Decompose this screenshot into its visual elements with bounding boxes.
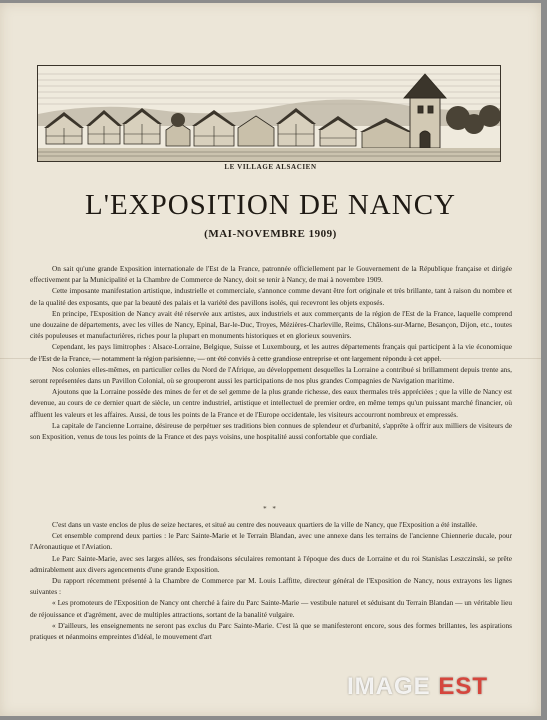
section-separator: * * (263, 505, 278, 513)
paragraph: Cet ensemble comprend deux parties : le Parc Sainte-Marie et le Terrain Blandan, avec une annexe dans les terrains de l'ancienne Chiennerie ducale, pour l'Aéronautique et l'Aviation. (30, 531, 512, 552)
paragraph: La capitale de l'ancienne Lorraine, désireuse de perpétuer ses traditions bien connues de splendeur et d'urbanité, s'apprête à offrir aux milliers de visiteurs de son Exposition, venus de tous les points de la France et des pays voisins, une hospitalité aussi confortable que cordiale. (30, 420, 512, 442)
paragraph: « D'ailleurs, les enseignements ne seront pas exclus du Parc Sainte-Marie. C'est là que se manifesteront encore, sous des formes brillantes, les aspirations pratiques et néanmoins empreintes d'idéal, le mouvement d'art (30, 620, 512, 642)
paragraph: Nos colonies elles-mêmes, en particulier celles du Nord de l'Afrique, au développement desquelles la Lorraine a contribué si brillamment depuis trente ans, seront représentées dans un Pavillon Colonial, où se grouperont aussi les participations de nos plus grandes Compagnies de Navigation maritime. (30, 364, 512, 386)
paragraph: On sait qu'une grande Exposition internationale de l'Est de la France, patronnée officiellement par le Gouvernement de la République française et dirigée effectivement par la Municipalité et la Chambre de Commerce de Nancy, doit se tenir à Nancy, de mai à novembre 1909. (30, 264, 512, 285)
paragraph: C'est dans un vaste enclos de plus de seize hectares, et situé au centre des nouveaux quartiers de la ville de Nancy, que l'Exposition a été installée. (52, 520, 478, 529)
watermark-accent-text: EST (438, 673, 489, 700)
page-title: L'EXPOSITION DE NANCY (85, 189, 456, 221)
paragraph: En principe, l'Exposition de Nancy avait été réservée aux artistes, aux industriels et aux commerçants de la région de l'Est de la France, laquelle comprend une douzaine de départements, avec les villes de Nancy, Epinal, Bar-le-Duc, Troyes, Mézières-Charleville, Reims, Châlons-sur-Marne, Besançon, Dijon, etc., toutes cités populeuses et manufacturières, riches pour la plupart en monuments historiques et en glorieux souvenirs. (30, 308, 512, 341)
paragraph: Cette imposante manifestation artistique, industrielle et commerciale, s'annonce comme devant être fort originale et très brillante, tant à raison du nombre et de la qualité des exposants, que par la beauté des palais et la variété des pavillons isolés, qui recevront les objets exposés. (30, 286, 512, 307)
paragraph: Le Parc Sainte-Marie, avec ses larges allées, ses frondaisons séculaires remontant à l'époque des ducs de Lorraine et du roi Stanislas Leszczinski, se prête admirablement aux divers agencements d'une grande Exposition. (30, 553, 512, 574)
village-engraving-svg (38, 66, 500, 161)
page-subtitle: (MAI-NOVEMBRE 1909) (204, 228, 337, 240)
article-body-part1 (30, 263, 512, 442)
paragraph: Du rapport récemment présenté à la Chambre de Commerce par M. Louis Laffitte, directeur général de l'Exposition de Nancy, nous extrayons les lignes suivantes : (30, 576, 512, 597)
document-page (0, 3, 541, 716)
paragraph: « Les promoteurs de l'Exposition de Nancy ont cherché à faire du Parc Sainte-Marie — vestibule naturel et séduisant du Terrain Blandan — un véritable lieu de réjouissance et d'agrément, avec de multiples attractions, sortant de la banalité vulgaire. (30, 598, 512, 619)
village-engraving-icon (37, 65, 501, 162)
watermark-text: IMAGE (347, 673, 439, 700)
article-body-part2 (30, 519, 512, 642)
paragraph: Ajoutons que la Lorraine possède des mines de fer et de sel gemme de la plus grande richesse, des eaux thermales très appréciées ; que la ville de Nancy est devenue, au cours de ce dernier quart de siècle, un centre industriel, artistique et intellectuel de premier ordre, en même temps qu'un puissant marché financier, où affluent les valeurs et les affaires. Aussi, de tous les points de la France et de l'Europe occidentale, les visiteurs accourront nombreux et empressés. (30, 387, 512, 419)
paragraph: Cependant, les pays limitrophes : Alsace-Lorraine, Belgique, Suisse et Luxembourg, et les autres départements français qui participent à la vie économique de l'Est de la France, — notamment la région parisienne, — ont été conviés à cette grandiose entreprise et ont largement répondu à cet appel. (30, 342, 512, 363)
watermark-logo (347, 673, 488, 701)
illustration-caption: LE VILLAGE ALSACIEN (224, 163, 317, 171)
